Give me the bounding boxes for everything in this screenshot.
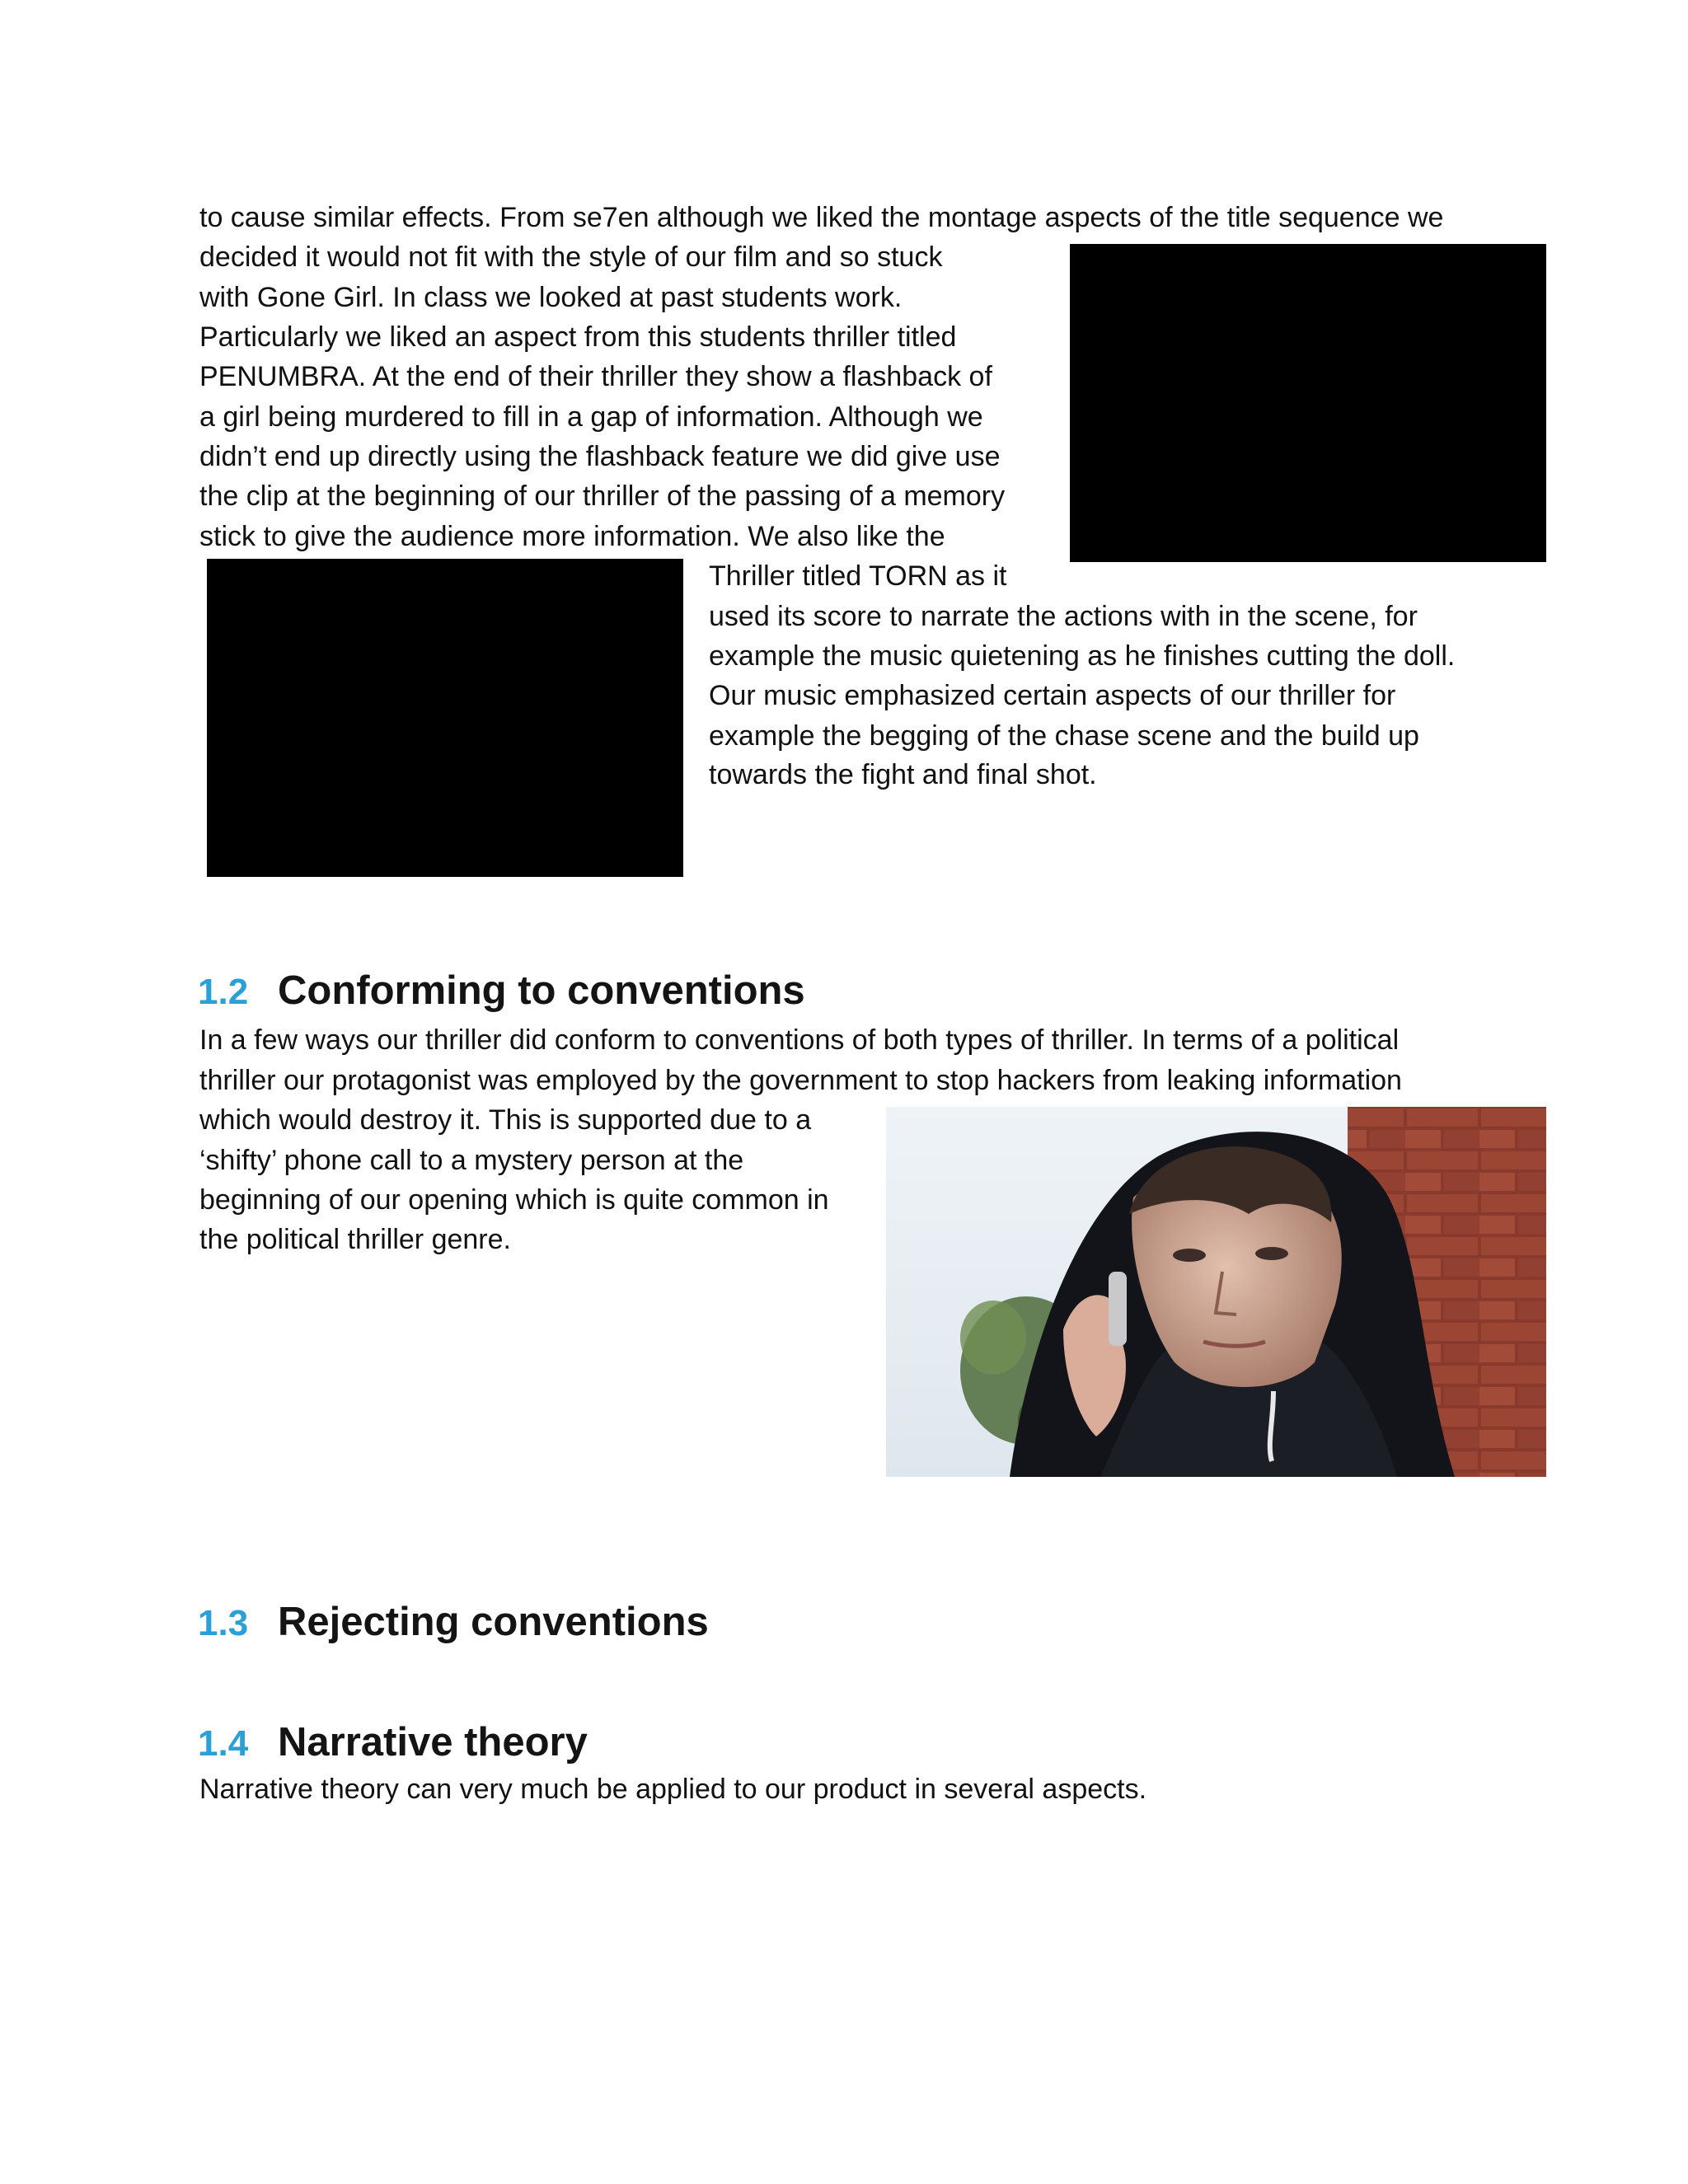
paragraph-line: used its score to narrate the actions with in the scene, for [709, 601, 1418, 632]
section-title: Conforming to conventions [278, 968, 805, 1013]
paragraph-line: towards the fight and final shot. [709, 759, 1097, 790]
paragraph-line: Our music emphasized certain aspects of our thriller for [709, 680, 1396, 711]
paragraph-line: Narrative theory can very much be applied to our product in several aspects. [199, 1774, 1147, 1805]
paragraph-line: stick to give the audience more information. We also like the [199, 521, 945, 552]
section-heading [198, 1718, 588, 1769]
paragraph-line: In a few ways our thriller did conform to conventions of both types of thriller. In terms of a political [199, 1024, 1400, 1056]
paragraph-line: to cause similar effects. From se7en although we liked the montage aspects of the title sequence we [199, 202, 1444, 233]
paragraph-line: a girl being murdered to fill in a gap of information. Although we [199, 401, 983, 433]
video-still-image [207, 559, 683, 877]
paragraph-line: decided it would not fit with the style of our film and so stuck [199, 241, 943, 273]
paragraph-line: Thriller titled TORN as it [709, 560, 1007, 592]
paragraph-line: example the begging of the chase scene and the build up [709, 720, 1419, 752]
paragraph-line: Particularly we liked an aspect from this students thriller titled [199, 321, 957, 353]
paragraph-line: the clip at the beginning of our thriller of the passing of a memory [199, 480, 1006, 512]
video-still-image [1070, 244, 1546, 562]
hooded-man-phone-image [886, 1107, 1546, 1477]
section-title: Rejecting conventions [278, 1600, 709, 1644]
paragraph-line: beginning of our opening which is quite common in [199, 1184, 829, 1216]
section-number: 1.2 [198, 972, 249, 1012]
section-number: 1.3 [198, 1603, 249, 1643]
paragraph-line: didn’t end up directly using the flashback feature we did give use [199, 441, 1001, 472]
paragraph-line: ‘shifty’ phone call to a mystery person at the [199, 1145, 744, 1176]
section-title: Narrative theory [278, 1720, 588, 1765]
paragraph-line: which would destroy it. This is supported due to a [199, 1104, 812, 1136]
paragraph-line: the political thriller genre. [199, 1224, 511, 1255]
section-heading [198, 966, 805, 1017]
film-still-photo [886, 1107, 1546, 1477]
paragraph-line: with Gone Girl. In class we looked at past students work. [199, 282, 903, 313]
section-heading [198, 1597, 709, 1648]
section-number: 1.4 [198, 1723, 249, 1764]
paragraph-line: example the music quietening as he finishes cutting the doll. [709, 640, 1456, 672]
paragraph-line: thriller our protagonist was employed by the government to stop hackers from leaking information [199, 1065, 1402, 1096]
paragraph-line: PENUMBRA. At the end of their thriller they show a flashback of [199, 361, 992, 392]
